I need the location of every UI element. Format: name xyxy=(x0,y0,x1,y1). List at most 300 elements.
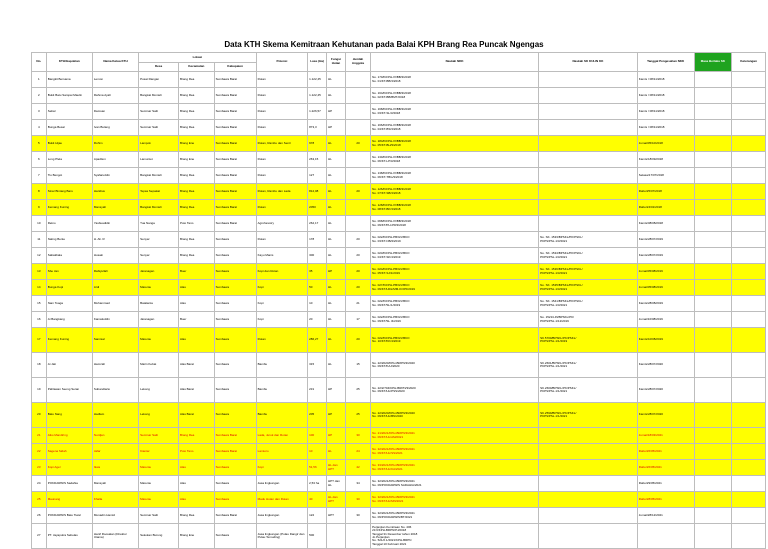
row-tanggal: Kamis / 08/11/2018 xyxy=(637,88,694,104)
row-ketua: Syafaruddin xyxy=(92,168,138,184)
row-naskah xyxy=(371,378,539,403)
row-potensi: Rotan xyxy=(256,88,307,104)
row-luas: 205 xyxy=(308,403,327,428)
cell-line: No. 22/2020/KPH-BRPN/3/2020 xyxy=(372,410,415,415)
row-potensi: Kopi xyxy=(256,460,307,476)
header-naskah: Naskah NKK xyxy=(371,53,539,72)
table-row xyxy=(32,460,766,476)
row-kth: Sbe Jan xyxy=(46,264,92,280)
row-kabupaten: Sumbawa xyxy=(214,248,256,264)
cell-line: No. 22/2020/KPH-BRPN/3/2020 xyxy=(372,360,415,365)
row-sk xyxy=(539,72,638,88)
row-jumlah: 42 xyxy=(345,460,370,476)
table-row xyxy=(32,353,766,378)
row-masa xyxy=(694,444,732,460)
row-fungsi: HP xyxy=(327,403,346,428)
row-masa xyxy=(694,72,732,88)
cell-line: Tanggal 31 Desember tahun 2018 xyxy=(372,531,418,536)
row-ket xyxy=(732,492,766,508)
row-naskah xyxy=(371,200,539,216)
row-desa: Marente xyxy=(139,280,179,296)
cell-line: No. 184/K0/PH-IX/BB/3/2018 xyxy=(372,139,411,144)
row-sk xyxy=(539,353,638,378)
row-masa xyxy=(694,168,732,184)
row-kth: Bunga Besar xyxy=(46,120,92,136)
cell-line: PKPS/PSL.1/3/2021 xyxy=(540,238,568,243)
header-kecamatan: Kecamatan xyxy=(178,63,214,72)
row-kecamatan: Buer xyxy=(178,312,214,328)
row-naskah xyxy=(371,264,539,280)
row-sk xyxy=(539,428,638,444)
row-jumlah: 30 xyxy=(345,508,370,524)
row-sk xyxy=(539,184,638,200)
row-ketua: Muhammad xyxy=(92,296,138,312)
table-body xyxy=(32,72,766,549)
row-masa xyxy=(694,88,732,104)
cell-line: No. 09/KT/KAJ/2020 xyxy=(372,364,400,368)
row-kth: Kopi Agel xyxy=(46,460,92,476)
row-kecamatan: Brang Rea xyxy=(178,248,214,264)
row-tanggal: Kamis/28/07/2020 xyxy=(637,403,694,428)
row-potensi: Kopi xyxy=(256,296,307,312)
row-sk xyxy=(539,492,638,508)
row-potensi: Agroforestry xyxy=(256,216,307,232)
cell-line: No. 02/KT-BB/BMT/2018 xyxy=(372,94,406,99)
row-jumlah: 34 xyxy=(345,476,370,492)
row-luas: 2050 xyxy=(308,200,327,216)
row-kth: Aiko Mandiring xyxy=(46,428,92,444)
row-no: 27 xyxy=(32,524,47,549)
row-desa: Kiantar xyxy=(139,444,179,460)
header-fungsi: Fungsi Hutan xyxy=(327,53,346,72)
row-fungsi: HL xyxy=(327,152,346,168)
cell-line: No. 32/2021/KPH-BRPN/3/2021 xyxy=(372,479,415,484)
row-desa: Seminar Salit xyxy=(139,428,179,444)
row-kabupaten: Sumbawa Barat xyxy=(214,120,256,136)
row-kabupaten: Sumbawa Barat xyxy=(214,88,256,104)
row-sk xyxy=(539,168,638,184)
table-row xyxy=(32,120,766,136)
row-sk xyxy=(539,152,638,168)
row-no: 13 xyxy=(32,264,47,280)
table-row xyxy=(32,312,766,328)
row-naskah xyxy=(371,312,539,328)
row-fungsi: HL xyxy=(327,328,346,353)
row-kabupaten: Sumbawa xyxy=(214,476,256,492)
table-row xyxy=(32,296,766,312)
row-fungsi: HL xyxy=(327,200,346,216)
row-kabupaten: Sumbawa Barat xyxy=(214,508,256,524)
row-naskah xyxy=(371,353,539,378)
row-fungsi: HP xyxy=(327,428,346,444)
row-potensi: Jasa lingkungan xyxy=(256,508,307,524)
row-luas: 1.122,45 xyxy=(308,88,327,104)
row-ketua: Mansyah xyxy=(92,476,138,492)
row-desa: Senyar xyxy=(139,248,179,264)
cell-line: No. 32/2021/KPH-BRPN/3/2021 xyxy=(372,511,415,516)
row-no: 19 xyxy=(32,378,47,403)
row-jumlah: 30 xyxy=(345,428,370,444)
row-potensi: Rotan xyxy=(256,120,307,136)
row-naskah xyxy=(371,184,539,200)
row-no: 17 xyxy=(32,328,47,353)
row-luas: 10 xyxy=(308,444,327,460)
row-kabupaten: Sumbawa Barat xyxy=(214,136,256,152)
row-ket xyxy=(732,476,766,492)
row-ket xyxy=(732,152,766,168)
row-kth: Kemang Kuning xyxy=(46,328,92,353)
row-kth: Sagena Sidah xyxy=(46,444,92,460)
cell-line: No. 09/KT/HL/MN/2021 xyxy=(372,498,404,503)
row-ket xyxy=(732,200,766,216)
row-kabupaten: Sumbawa Barat xyxy=(214,184,256,200)
row-tanggal: Kamis/08/08/2018 xyxy=(637,216,694,232)
row-ketua: Lemon xyxy=(92,72,138,88)
row-ket xyxy=(732,312,766,328)
row-ketua: Nurdjan xyxy=(92,428,138,444)
row-desa: Marente xyxy=(139,476,179,492)
row-desa: Marente xyxy=(139,460,179,476)
row-tanggal xyxy=(637,524,694,549)
table-row xyxy=(32,428,766,444)
table-row xyxy=(32,184,766,200)
row-masa xyxy=(694,264,732,280)
row-kth: Retno xyxy=(46,216,92,232)
cell-line: No. 164/K0/PH-IX/BB/3/2018 xyxy=(372,91,411,96)
row-ketua: Ivan Bulang xyxy=(92,120,138,136)
row-luas: 1.226,57 xyxy=(308,104,327,120)
table-row xyxy=(32,378,766,403)
row-luas: 812,08 xyxy=(308,184,327,200)
row-naskah xyxy=(371,72,539,88)
row-naskah xyxy=(371,403,539,428)
row-desa: Marente xyxy=(139,492,179,508)
row-sk xyxy=(539,460,638,476)
row-luas: 20 xyxy=(308,312,327,328)
row-ketua: Apaditon xyxy=(92,152,138,168)
cell-line: No. 022/K0/PH-PB/GV/BKO xyxy=(372,335,410,340)
row-kecamatan: Alas xyxy=(178,296,214,312)
row-desa: Seminar Salit xyxy=(139,508,179,524)
row-sk xyxy=(539,524,638,549)
row-ketua: Rohim xyxy=(92,136,138,152)
row-potensi: Rotan xyxy=(256,168,307,184)
row-tanggal: Jumat/10/08/2019 xyxy=(637,312,694,328)
row-luas: 35 xyxy=(308,264,327,280)
row-luas: 315 xyxy=(308,353,327,378)
row-tanggal: Kamis/28/07/2020 xyxy=(637,353,694,378)
row-ketua: Samisal xyxy=(92,328,138,353)
row-jumlah: 24 xyxy=(345,444,370,460)
cell-line: No. 022/K0/PH-PB/GV/BKO xyxy=(372,315,410,320)
row-kth: Maunang xyxy=(46,492,92,508)
row-naskah xyxy=(371,444,539,460)
row-ketua: Kamaluddin xyxy=(92,312,138,328)
row-desa: Marente xyxy=(139,328,179,353)
row-desa: Tepas Sepakat xyxy=(139,184,179,200)
row-no: 10 xyxy=(32,216,47,232)
row-kabupaten: Sumbawa xyxy=(214,378,256,403)
cell-line: PKPS/PSL.1/12/2019 xyxy=(540,318,569,323)
row-no: 26 xyxy=(32,508,47,524)
cell-line: No. 1521/LIN/BPSKL/PK/ xyxy=(540,315,574,320)
row-fungsi: HL xyxy=(327,72,346,88)
row-no: 9 xyxy=(32,200,47,216)
row-kabupaten: Sumbawa Barat xyxy=(214,72,256,88)
row-jumlah: 20 xyxy=(345,136,370,152)
row-kabupaten: Sumbawa xyxy=(214,524,256,549)
row-tanggal: Rabu/26/05/2021 xyxy=(637,460,694,476)
cell-line: No. 09/KT/SL /4/2019 xyxy=(372,318,401,323)
cell-line: No. 03/KT-NB/4/2019 xyxy=(372,238,401,243)
row-luas: 231 xyxy=(308,378,327,403)
row-desa: Bangkat Monteh xyxy=(139,200,179,216)
row-masa xyxy=(694,476,732,492)
cell-line: No. 09/POKDARWIS/BT/2021 xyxy=(372,514,413,519)
row-kth: Ai Jati xyxy=(46,353,92,378)
row-kth: Sinar Bintang Baru xyxy=(46,184,92,200)
row-kecamatan: Brang Rea xyxy=(178,184,214,200)
row-fungsi: HL xyxy=(327,353,346,378)
row-jumlah xyxy=(345,72,370,88)
row-tanggal: Jumat/28/12/2021 xyxy=(637,508,694,524)
row-ket xyxy=(732,136,766,152)
row-sk xyxy=(539,104,638,120)
row-kecamatan: Alas xyxy=(178,492,214,508)
row-jumlah: 20 xyxy=(345,248,370,264)
row-potensi: Rotan, Rambu dan Sentr xyxy=(256,136,307,152)
row-fungsi xyxy=(327,524,346,549)
header-luas: Luas (Ha) xyxy=(308,53,327,72)
row-luas: 262,17 xyxy=(308,216,327,232)
row-kecamatan: Brang Rea xyxy=(178,232,214,248)
row-luas: 500 xyxy=(308,524,327,549)
cell-line: No. 05/KT-BH/3/2018 xyxy=(372,142,401,147)
row-kth: Long Plela xyxy=(46,152,92,168)
row-ketua: Munadin Hamid xyxy=(92,508,138,524)
cell-line: No. 09/KT/HL/KA/2021 xyxy=(372,466,403,471)
cell-line: No. 024/K0/PH-PB/GV/BKO xyxy=(372,267,410,272)
row-fungsi: HL xyxy=(327,168,346,184)
row-naskah xyxy=(371,328,539,353)
row-desa: Lekong xyxy=(139,378,179,403)
row-tanggal: Jumat/05/08/2019 xyxy=(637,264,694,280)
header-potensi: Potensi xyxy=(256,53,307,72)
cell-line: No. 01/KT-BB/3/2018 xyxy=(372,78,401,83)
row-kabupaten: Sumbawa xyxy=(214,328,256,353)
row-potensi: Kopi xyxy=(256,280,307,296)
row-naskah xyxy=(371,216,539,232)
row-ket xyxy=(732,403,766,428)
cell-line: No. 09/POKDARWIS SADAHIA/2021 xyxy=(372,482,422,487)
cell-line: PKPS/PSL.1/1/2019 xyxy=(540,339,568,343)
row-ket xyxy=(732,460,766,476)
row-desa: Sekokan Burung xyxy=(139,524,179,549)
cell-line: No. 05/KT-SJ/1/2019 xyxy=(372,270,400,275)
row-potensi: Lada, Jeruk dan Rotan xyxy=(256,428,307,444)
row-masa xyxy=(694,328,732,353)
row-jumlah xyxy=(345,216,370,232)
header-tanggal: Tanggal Pengesahan NKK xyxy=(637,53,694,72)
row-naskah xyxy=(371,428,539,444)
row-luas: 178 xyxy=(308,232,327,248)
cell-line: 23.6/KPH-BRPN/PJ/2018 xyxy=(372,528,407,533)
row-no: 21 xyxy=(32,428,47,444)
row-ket xyxy=(732,248,766,264)
row-luas: 286,27 xyxy=(308,328,327,353)
cell-line: PKPS/PSL.1/3/2021 xyxy=(540,270,568,275)
row-sk xyxy=(539,403,638,428)
row-kabupaten: Sumbawa xyxy=(214,280,256,296)
row-desa: Senyar xyxy=(139,232,179,248)
row-fungsi: HP xyxy=(327,120,346,136)
table-row xyxy=(32,72,766,88)
row-ketua: Husain xyxy=(92,248,138,264)
row-no: 18 xyxy=(32,353,47,378)
row-ket xyxy=(732,72,766,88)
row-no: 6 xyxy=(32,152,47,168)
cell-line: No. 06/KT-LP/3/2018 xyxy=(372,158,401,163)
table-row xyxy=(32,232,766,248)
table-row xyxy=(32,216,766,232)
row-jumlah: 25 xyxy=(345,403,370,428)
row-naskah xyxy=(371,524,539,549)
row-ket xyxy=(732,353,766,378)
cell-line: No. 09/KT/HDL/MM-KOPF/2019 xyxy=(372,286,415,291)
header-jumlah: Jumlah Anggota xyxy=(345,53,370,72)
row-ketua: Ikwa xyxy=(92,460,138,476)
row-masa xyxy=(694,120,732,136)
row-naskah xyxy=(371,476,539,492)
row-ketua: Rahma Ayah xyxy=(92,88,138,104)
header-lokasi: Lokasi xyxy=(139,53,257,63)
row-tanggal: Jumat/05/08/2019 xyxy=(637,280,694,296)
row-ketua: Hanif Roosalan (Direktur Utama) xyxy=(92,524,138,549)
row-no: 25 xyxy=(32,492,47,508)
row-ket xyxy=(732,104,766,120)
row-ket xyxy=(732,378,766,403)
row-kth: Bukit Batu Sampai Maulin xyxy=(46,88,92,104)
row-masa xyxy=(694,508,732,524)
row-luas: 100 xyxy=(308,428,327,444)
row-tanggal: Kamis/28/07/2020 xyxy=(637,378,694,403)
row-ket xyxy=(732,120,766,136)
row-kecamatan: Buer xyxy=(178,264,214,280)
cell-line: No. 166/K0/PH-IX/BB/3/2018 xyxy=(372,123,411,128)
table-row xyxy=(32,524,766,549)
row-kabupaten: Sumbawa Barat xyxy=(214,428,256,444)
row-potensi: Bambu xyxy=(256,403,307,428)
row-luas: 1.122,45 xyxy=(308,72,327,88)
row-ket xyxy=(732,428,766,444)
row-sk xyxy=(539,232,638,248)
row-masa xyxy=(694,312,732,328)
row-kabupaten: Sumbawa xyxy=(214,232,256,248)
row-potensi: Rotan, Rambu dan Lada xyxy=(256,184,307,200)
row-sk xyxy=(539,264,638,280)
row-naskah xyxy=(371,280,539,296)
row-kecamatan: Alas xyxy=(178,328,214,353)
row-sk xyxy=(539,136,638,152)
cell-line: No. 09/KT/SL/1/2019 xyxy=(372,302,401,307)
cell-line: No. 06/KT-TBG/3/2018 xyxy=(372,174,403,179)
row-no: 8 xyxy=(32,184,47,200)
row-jumlah: 30 xyxy=(345,492,370,508)
row-ket xyxy=(732,508,766,524)
row-sk xyxy=(539,328,638,353)
row-potensi: Kopi xyxy=(256,312,307,328)
row-kabupaten: Sumbawa Barat xyxy=(214,104,256,120)
row-kabupaten: Sumbawa xyxy=(214,296,256,312)
header-kabupaten: Kabupaten xyxy=(214,63,256,72)
row-desa: Batalanta xyxy=(139,296,179,312)
row-kabupaten: Sumbawa Barat xyxy=(214,444,256,460)
row-jumlah xyxy=(345,200,370,216)
row-naskah xyxy=(371,136,539,152)
row-naskah xyxy=(371,508,539,524)
cell-line: No. 068/K0/PH-IX/BB/3/2018 xyxy=(372,219,411,224)
row-no: 1 xyxy=(32,72,47,88)
row-potensi: Kayu Manis xyxy=(256,248,307,264)
cell-line: No. 10/KT/KK/4/2019 xyxy=(372,339,401,343)
row-tanggal: Kamis/10/08/2019 xyxy=(637,328,694,353)
row-jumlah: 20 xyxy=(345,280,370,296)
row-kth: Nam Toaga xyxy=(46,296,92,312)
row-ketua: Damsan xyxy=(92,104,138,120)
cell-line: No. 09/KT/HL/AM/2021 xyxy=(372,434,404,439)
row-jumlah: 20 xyxy=(345,328,370,353)
row-luas: 978 xyxy=(308,136,327,152)
row-kth: Sebal xyxy=(46,104,92,120)
row-naskah xyxy=(371,152,539,168)
row-potensi: Bambu xyxy=(256,353,307,378)
cell-line: Tanggal 10 Februari 2021 xyxy=(372,541,407,546)
row-tanggal: Kamis / 08/11/2018 xyxy=(637,104,694,120)
row-ketua: H. Ali. R xyxy=(92,232,138,248)
cell-line: No. 022/K0/PH-PB/GV/BKO xyxy=(372,235,410,240)
row-fungsi: HP xyxy=(327,264,346,280)
row-kabupaten: Sumbawa xyxy=(214,492,256,508)
row-masa xyxy=(694,524,732,549)
row-no: 5 xyxy=(32,136,47,152)
row-luas: 51,56 xyxy=(308,460,327,476)
row-potensi: Rotan xyxy=(256,104,307,120)
row-jumlah: 20 xyxy=(345,232,370,248)
row-tanggal: Kamis / 08/11/2018 xyxy=(637,72,694,88)
row-jumlah xyxy=(345,88,370,104)
row-sk xyxy=(539,216,638,232)
row-kecamatan: Alas Barat xyxy=(178,353,214,378)
row-jumlah xyxy=(345,120,370,136)
row-desa: Marin Kebat xyxy=(139,353,179,378)
row-no: 16 xyxy=(32,312,47,328)
table-row xyxy=(32,88,766,104)
row-fungsi: HPT xyxy=(327,508,346,524)
row-luas: 300 xyxy=(308,248,327,264)
table-row xyxy=(32,168,766,184)
row-tanggal: Kamis/28/07/2019 xyxy=(637,248,694,264)
row-kth: Bunga Kopi xyxy=(46,280,92,296)
cell-line: PKPS/PSL.1/3/2021 xyxy=(540,254,568,259)
row-ketua: Khalla xyxy=(92,492,138,508)
row-naskah xyxy=(371,168,539,184)
row-naskah xyxy=(371,88,539,104)
cell-line: No. 126/K0/PH-IX/BB/3/2018 xyxy=(372,187,411,192)
header-no: No. xyxy=(32,53,47,72)
row-luas: 122 xyxy=(308,508,327,524)
cell-line: No. 04/KT-BS/3/2018 xyxy=(372,126,401,131)
row-masa xyxy=(694,353,732,378)
